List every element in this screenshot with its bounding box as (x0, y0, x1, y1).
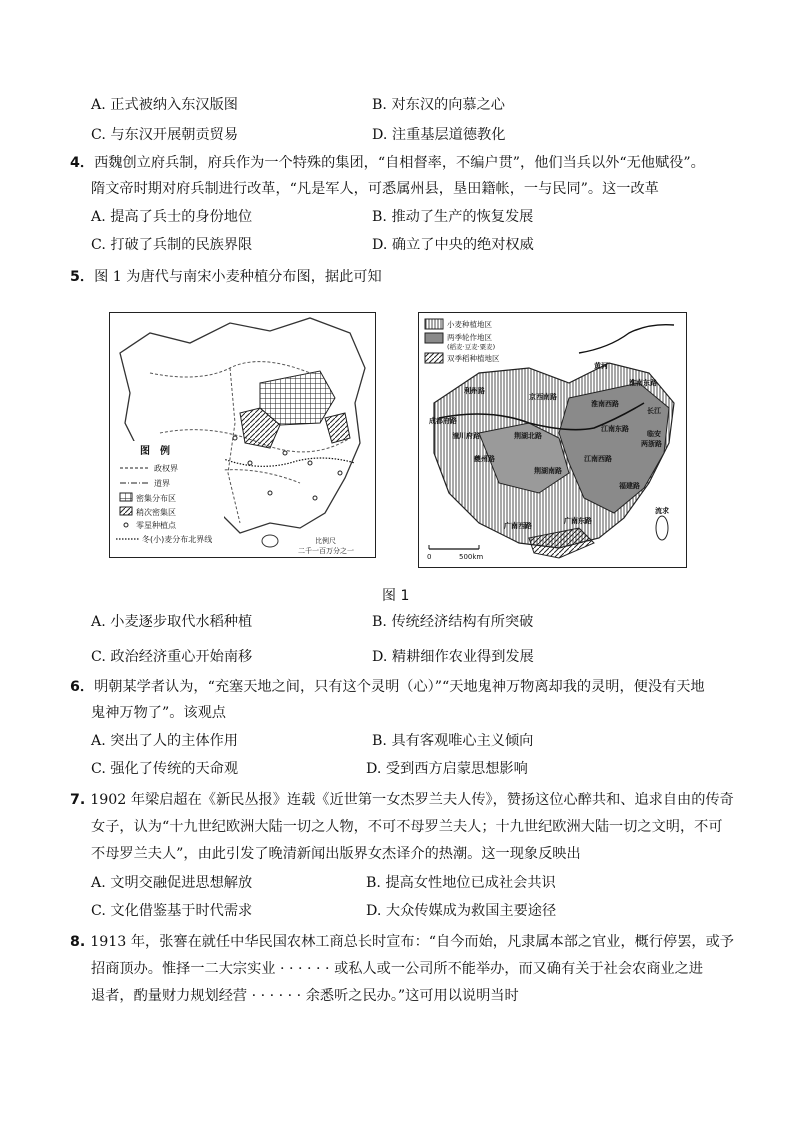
label-jingxi-south: 京西南路 (529, 393, 557, 401)
label-liangzhe: 两浙路 (641, 440, 662, 448)
q4-text1: 西魏创立府兵制，府兵作为一个特殊的集团，“自相督率，不编户贯”，他们当兵以外“无他赋役”。 (94, 155, 705, 171)
label-huanghe: 黄河 (594, 362, 608, 370)
q7-text1: 1902 年梁启超在《新民丛报》连载《近世第一女杰罗兰夫人传》，赞扬这位心醉共和、追求自由的传奇 (90, 792, 734, 808)
q8-stem-line2: 招商顶办。惟择一二大宗实业 · · · · · · 或私人或一公司所不能举办，而又确有关于社会农商业之进 (91, 961, 703, 977)
legend-item-6: 冬(小)麦分布北界线 (142, 535, 213, 544)
q6-option-a: A. 突出了人的主体作用 (91, 733, 238, 749)
q6-text1: 明朝某学者认为，“充塞天地之间，只有这个灵明（心）”“天地鬼神万物离却我的灵明，便没有天地 (94, 679, 705, 695)
legend-rotation: 两季轮作地区 (447, 333, 492, 342)
map-tang-wheat (109, 312, 376, 558)
legend-double-rice: 双季稻种植地区 (447, 354, 500, 363)
q7-stem-line2: 女子，认为“十九世纪欧洲大陆一切之人物，不可不母罗兰夫人；十九世纪欧洲大陆一切之文明，不可 (91, 819, 723, 835)
q5-option-b: B. 传统经济结构有所突破 (372, 614, 534, 630)
q4-number: 4． (70, 155, 95, 171)
legend-item-5: 零星种植点 (136, 521, 176, 530)
q5-option-c: C. 政治经济重心开始南移 (91, 649, 253, 665)
q6-stem-line2: 鬼神万物了”。该观点 (91, 705, 226, 721)
q5-option-d: D. 精耕细作农业得到发展 (372, 649, 534, 665)
map-song-svg (419, 313, 686, 567)
legend-item-3: 密集分布区 (136, 494, 176, 503)
label-jinghu-south: 荆湖南路 (534, 467, 562, 475)
map-tang-svg (110, 313, 375, 557)
q6-option-b: B. 具有客观唯心主义倾向 (372, 733, 534, 749)
q8-text1: 1913 年，张謇在就任中华民国农林工商总长时宣布：“自今而始，凡隶属本部之官业，概行停罢，或予 (90, 934, 734, 950)
q3-option-b: B. 对东汉的向慕之心 (372, 97, 505, 113)
q6-option-d: D. 受到西方启蒙思想影响 (366, 761, 528, 777)
q8-stem-line3: 退者，酌量财力规划经营 · · · · · · 余悉听之民办。”这可用以说明当时 (91, 988, 519, 1004)
legend-item-4: 稍次密集区 (136, 508, 176, 517)
q6-number: 6． (70, 679, 95, 695)
label-huainan-east: 淮南东路 (629, 379, 657, 387)
q4-option-b: B. 推动了生产的恢复发展 (372, 209, 534, 225)
q5-stem-line1 (70, 267, 382, 287)
q4-option-d: D. 确立了中央的绝对权威 (372, 237, 534, 253)
q8-stem-line1 (70, 932, 734, 952)
q5-text1: 图 1 为唐代与南宋小麦种植分布图，据此可知 (94, 269, 382, 285)
q6-stem-line1 (70, 677, 705, 697)
scale-500km: 500km (459, 553, 484, 561)
figure-caption: 图 1 (382, 588, 410, 604)
q7-option-a: A. 文明交融促进思想解放 (91, 875, 253, 891)
legend-item-2: 道界 (154, 479, 170, 488)
q7-stem-line3: 不母罗兰夫人”，由此引发了晚清新闻出版界女杰译介的热潮。这一现象反映出 (91, 846, 581, 862)
q7-number: 7. (70, 792, 91, 808)
label-changjiang: 长江 (647, 407, 661, 415)
q7-option-b: B. 提高女性地位已成社会共识 (366, 875, 556, 891)
scale-label: 比例尺 (315, 537, 336, 545)
label-jiangnan-east: 江南东路 (601, 425, 629, 433)
label-liuqiu: 流求 (655, 507, 669, 515)
label-huainan-west: 淮南西路 (591, 400, 619, 408)
q3-option-c: C. 与东汉开展朝贡贸易 (91, 127, 239, 143)
q7-stem-line1 (70, 790, 734, 810)
label-chengdu: 成都府路 (429, 417, 457, 425)
q8-number: 8. (70, 934, 91, 950)
scale-value: 二千一百万分之一 (298, 547, 354, 555)
q5-option-a: A. 小麦逐步取代水稻种植 (91, 614, 253, 630)
label-kuizhou: 夔州路 (474, 455, 495, 463)
legend-title: 图 例 (140, 446, 170, 457)
q4-option-c: C. 打破了兵制的民族界限 (91, 237, 253, 253)
label-guangnan-west: 广南西路 (504, 522, 532, 530)
label-tongchuan: 潼川府路 (452, 432, 480, 440)
q4-stem-line2: 隋文帝时期对府兵制进行改革，“凡是军人，可悉属州县，垦田籍帐，一与民同”。这一改革 (91, 181, 659, 197)
legend-rotation-sub: (稻麦·豆麦·粟麦) (447, 343, 496, 351)
q3-option-d: D. 注重基层道德教化 (372, 127, 506, 143)
q5-number: 5． (70, 269, 95, 285)
label-lizhou: 利州路 (464, 387, 485, 395)
q4-stem-line1 (70, 153, 705, 173)
label-jiangnan-west: 江南西路 (584, 455, 612, 463)
q7-option-c: C. 文化借鉴基于时代需求 (91, 903, 253, 919)
scale-zero: 0 (427, 553, 432, 561)
q4-option-a: A. 提高了兵士的身份地位 (91, 209, 253, 225)
q3-option-a: A. 正式被纳入东汉版图 (91, 97, 238, 113)
label-linan: 临安 (647, 430, 661, 438)
label-jinghu-north: 荆湖北路 (514, 432, 542, 440)
q7-option-d: D. 大众传媒成为救国主要途径 (366, 903, 557, 919)
legend-wheat: 小麦种植地区 (447, 320, 492, 329)
q6-option-c: C. 强化了传统的天命观 (91, 761, 239, 777)
label-fujian: 福建路 (619, 482, 640, 490)
label-guangnan-east: 广南东路 (564, 517, 592, 525)
map-song-wheat (418, 312, 687, 568)
legend-item-1: 政权界 (154, 464, 178, 473)
